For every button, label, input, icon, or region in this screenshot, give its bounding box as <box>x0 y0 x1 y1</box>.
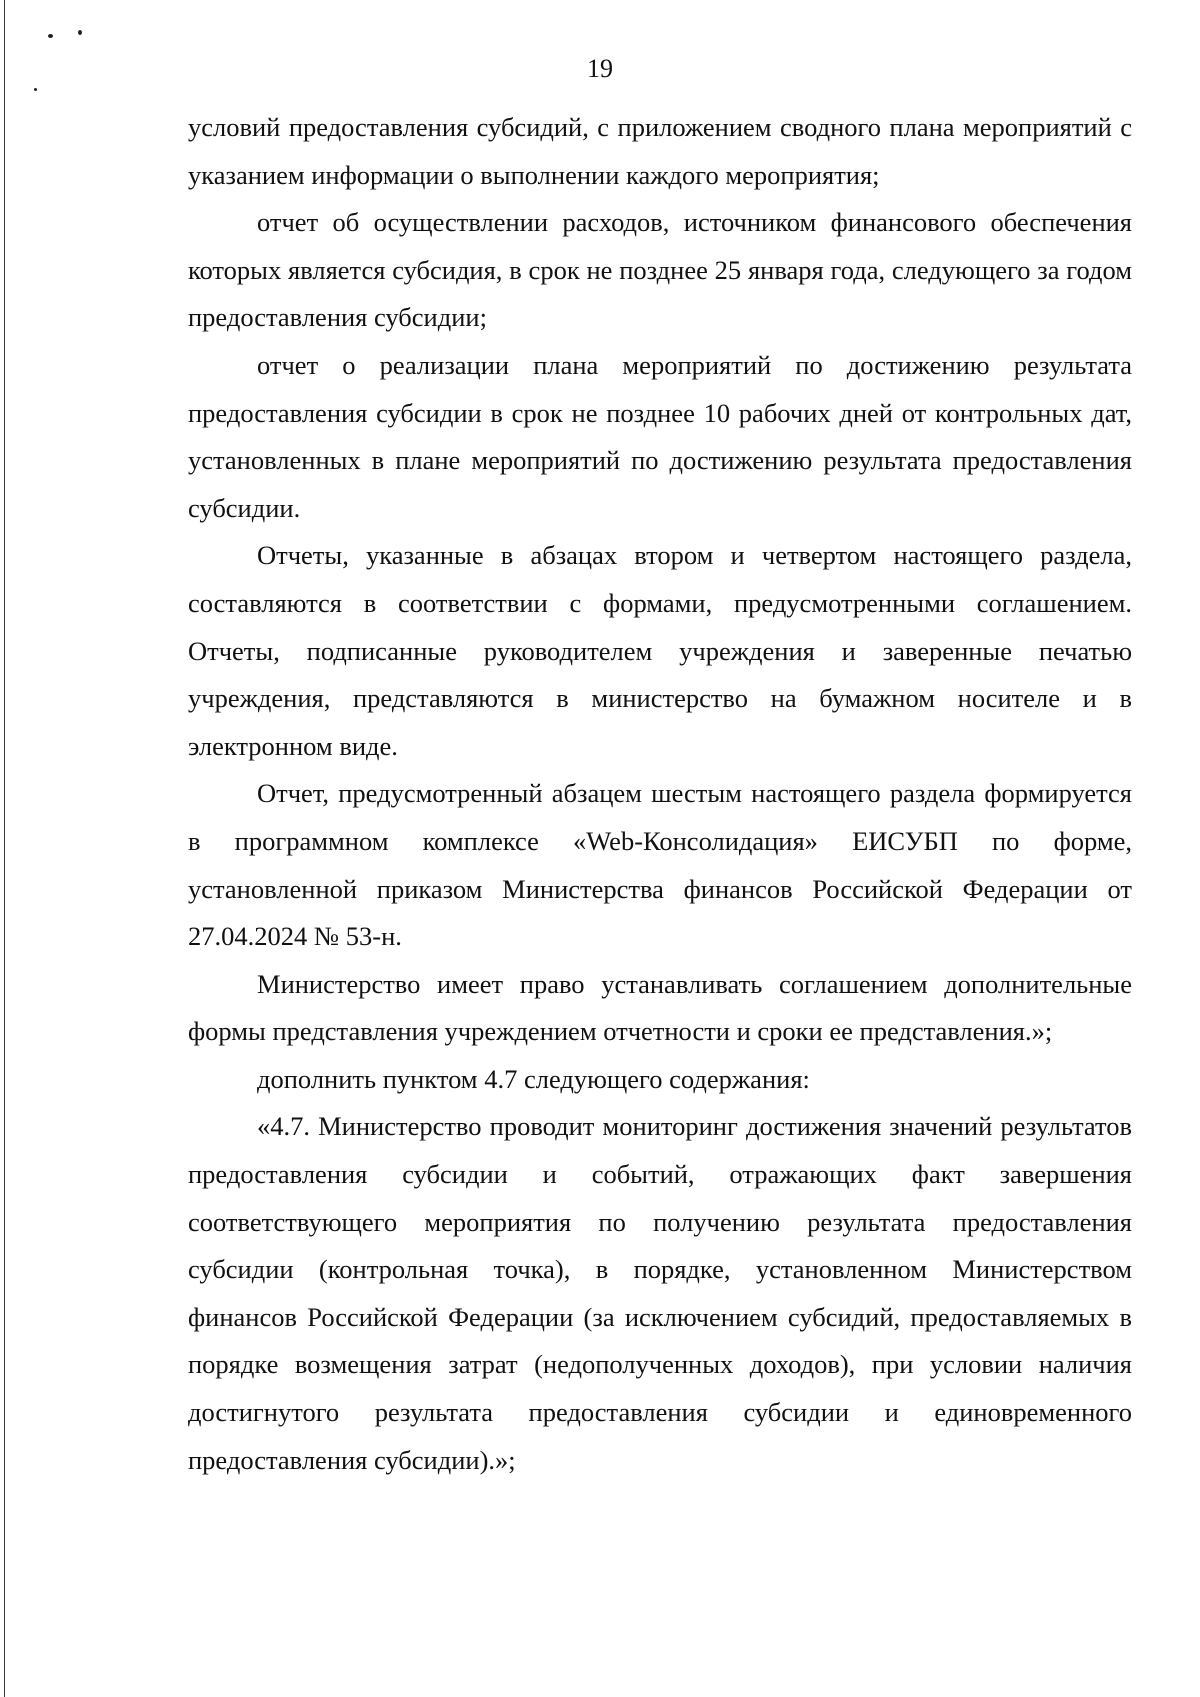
paragraph: «4.7. Министерство проводит мониторинг достижения значений результатов предоставления субсидии и событий, отражающих факт завершения соответствующего мероприятия по получению результата предоставления субсидии (контрольная точка), в порядке, установленном Министерством финансов Российской Федерации (за исключением субсидий, предоставляемых в порядке возмещения затрат (недополученных доходов), при условии наличия достигнутого результата предоставления субсидии и единовременного предоставления субсидии).»; <box>188 1111 1132 1475</box>
paragraph: Отчет, предусмотренный абзацем шестым настоящего раздела формируется в программном комплексе «Web-Консолидация» ЕИСУБП по форме, установленной приказом Министерства финансов Российской Федерации от 27.04.2024 № 53-н. <box>188 778 1132 952</box>
paragraph: отчет о реализации плана мероприятий по достижению результата предоставления субсидии в срок не позднее 10 рабочих дней от контрольных дат, установленных в плане мероприятий по достижению результата предоставления субсидии. <box>188 349 1132 523</box>
scan-speck <box>48 34 53 38</box>
paragraph: Министерство имеет право устанавливать соглашением дополнительные формы представления учреждением отчетности и сроки ее представления.»; <box>188 968 1132 1047</box>
paragraph: условий предоставления субсидий, с приложением сводного плана мероприятий с указанием информации о выполнении каждого мероприятия; <box>188 112 1132 190</box>
paragraph: отчет об осуществлении расходов, источником финансового обеспечения которых является субсидия, в срок не позднее 25 января года, следующего за годом предоставления субсидии; <box>188 207 1132 333</box>
paragraph: дополнить пунктом 4.7 следующего содержания: <box>257 1063 810 1094</box>
scan-speck <box>78 30 82 35</box>
paragraph: Отчеты, указанные в абзацах втором и четвертом настоящего раздела, составляются в соответствии с формами, предусмотренными соглашением. Отчеты, подписанные руководителем учреждения и заверенные печатью учреждения, представляются в министерство на бумажном носителе и в электронном виде. <box>188 540 1132 761</box>
document-body <box>188 104 1132 1484</box>
scan-speck <box>34 88 37 91</box>
scan-edge-line <box>4 0 5 1697</box>
page-number: 19 <box>587 54 613 83</box>
